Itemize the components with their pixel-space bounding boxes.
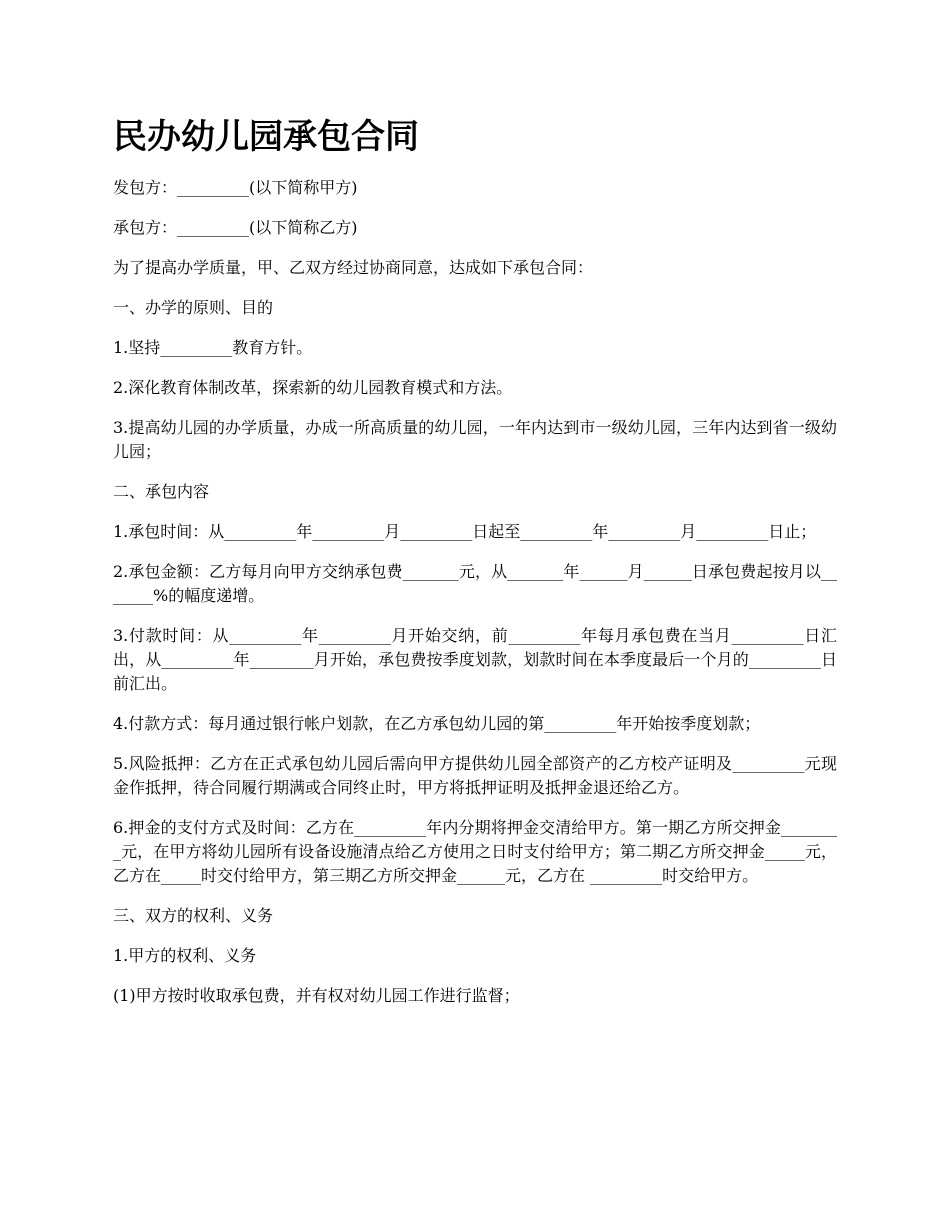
document-body	[113, 176, 837, 1024]
clause-2-4: 4.付款方式：每月通过银行帐户划款，在乙方承包幼儿园的第_________年开始按季度划款；	[113, 714, 761, 733]
clause-1-3: 3.提高幼儿园的办学质量，办成一所高质量的幼儿园，一年内达到市一级幼儿园，三年内达到省一级幼儿园；	[113, 418, 837, 461]
clause-2-6: 6.押金的支付方式及时间：乙方在_________年内分期将押金交清给甲方。第一期乙方所交押金________元，在甲方将幼儿园所有设备设施清点给乙方使用之日时支付给甲方；第二期乙方所交押金_____元，乙方在_____时交付给甲方，第三期乙方所交押金______元，乙方在 _________时交给甲方。	[113, 818, 837, 885]
section-heading-rights: 三、双方的权利、义务	[113, 906, 274, 925]
clause-2-3: 3.付款时间：从_________年_________月开始交纳，前_________年每月承包费在当月_________日汇出，从_________年________月开始，承包费按季度划款，划款时间在本季度最后一个月的_________日前汇出。	[113, 626, 837, 693]
clause-1-2: 2.深化教育体制改革，探索新的幼儿园教育模式和方法。	[113, 378, 513, 397]
clause-3-1-1: (1)甲方按时收取承包费，并有权对幼儿园工作进行监督；	[113, 986, 520, 1005]
clause-3-1: 1.甲方的权利、义务	[113, 946, 257, 965]
paragraph-contractor: 承包方：_________(以下简称乙方)	[113, 218, 358, 237]
paragraph-contract-issuer: 发包方：_________(以下简称甲方)	[113, 178, 358, 197]
clause-2-1: 1.承包时间：从_________年_________月_________日起至_________年_________月_________日止；	[113, 522, 817, 541]
clause-2-5: 5.风险抵押：乙方在正式承包幼儿园后需向甲方提供幼儿园全部资产的乙方校产证明及_________元现金作抵押，待合同履行期满或合同终止时，甲方将抵押证明及抵押金退还给乙方。	[113, 754, 837, 797]
section-heading-content: 二、承包内容	[113, 482, 210, 501]
clause-2-2: 2.承包金额：乙方每月向甲方交纳承包费_______元，从_______年______月______日承包费起按月以_______%的幅度递增。	[113, 562, 837, 605]
paragraph-preamble: 为了提高办学质量，甲、乙双方经过协商同意，达成如下承包合同：	[113, 258, 594, 277]
document-title: 民办幼儿园承包合同	[113, 117, 419, 157]
section-heading-principles: 一、办学的原则、目的	[113, 298, 274, 317]
clause-1-1: 1.坚持_________教育方针。	[113, 338, 313, 357]
